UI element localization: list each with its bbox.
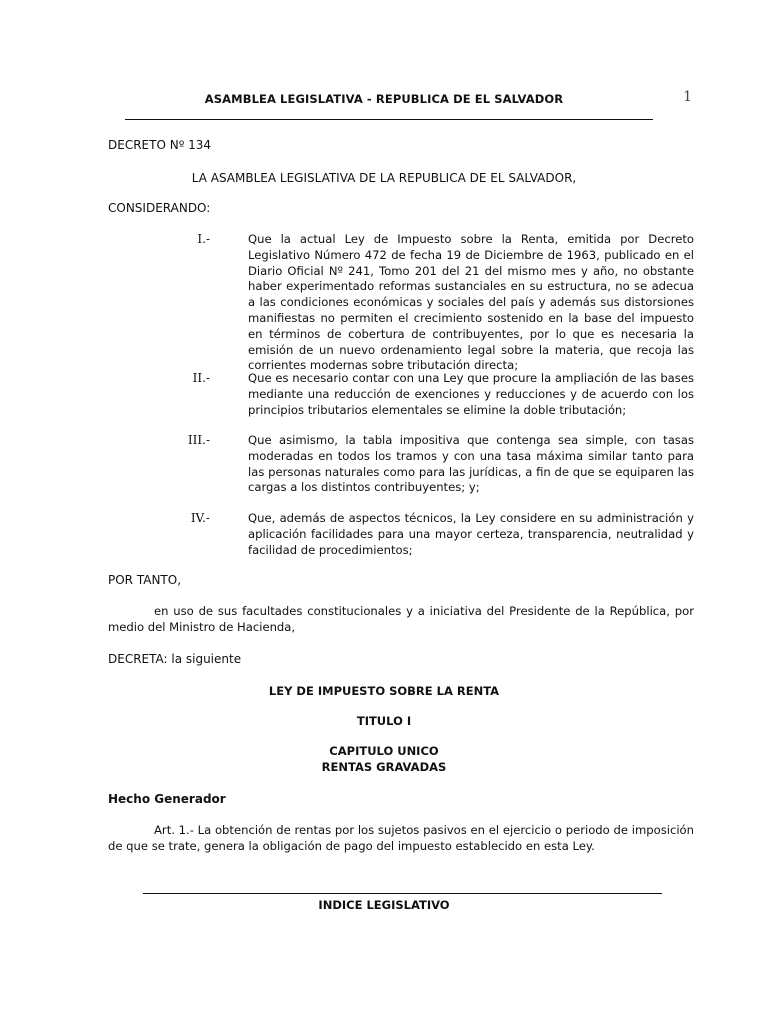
decrees-line: DECRETA: la siguiente	[108, 652, 242, 666]
consideration-paragraph: Que la actual Ley de Impuesto sobre la Renta, emitida por Decreto Legislativo Número 472 de fecha 19 de Diciembre de 1963, publicado en el Diario Oficial Nº 241, Tomo 201 del 21 del mismo mes y año, no obstante haber experimentado reformas sustanciales en su estructura, no se adecua a las condiciones económicas y sociales del país y además sus distorsiones manifiestas no permiten el crecimiento sostenido en la base del impuesto en términos de cobertura de contribuyentes, por lo que es necesaria la emisión de un nuevo ordenamiento legal sobre la materia, que recoja las corrientes modernas sobre tributación directa;	[248, 232, 694, 373]
consideration-numeral: III.-	[187, 433, 210, 447]
consideration-numeral: IV.-	[190, 511, 210, 525]
title-heading: TITULO I	[356, 714, 412, 728]
footer-divider	[143, 893, 662, 894]
consideration-numeral: I.-	[197, 232, 210, 246]
document-header-title: ASAMBLEA LEGISLATIVA - REPUBLICA DE EL SALVADOR	[204, 92, 564, 106]
header-divider	[125, 119, 653, 120]
consideration-paragraph: Que, además de aspectos técnicos, la Ley considere en su administración y aplicación facilidades para una mayor certeza, transparencia, neutralidad y facilidad de procedimientos;	[248, 511, 694, 557]
article-1: Art. 1.- La obtención de rentas por los sujetos pasivos en el ejercicio o periodo de imposición de que se trate, genera la obligación de pago del impuesto establecido en esta Ley.	[108, 823, 694, 853]
page-number: 1	[683, 89, 692, 105]
assembly-line: LA ASAMBLEA LEGISLATIVA DE LA REPUBLICA DE EL SALVADOR,	[191, 171, 577, 185]
consideration-paragraph: Que asimismo, la tabla impositiva que contenga sea simple, con tasas moderadas en todos los tramos y con una tasa máxima similar tanto para las personas naturales como para las jurídicas, a fin de que se equiparen las cargas a los distintos contribuyentes; y;	[248, 433, 694, 495]
decree-number: DECRETO Nº 134	[108, 138, 212, 152]
consideration-text	[248, 371, 694, 418]
chapter-heading: CAPITULO UNICO	[329, 744, 439, 758]
consideration-paragraph: Que es necesario contar con una Ley que procure la ampliación de las bases mediante una reducción de exenciones y reducciones y de acuerdo con los principios tributarios elementales se elimine la doble tributación;	[248, 371, 694, 417]
section-heading: Hecho Generador	[108, 792, 226, 806]
therefore-label: POR TANTO,	[108, 573, 182, 587]
chapter-subheading: RENTAS GRAVADAS	[321, 760, 447, 774]
footer-label: INDICE LEGISLATIVO	[318, 898, 450, 912]
consideration-text	[248, 511, 694, 558]
consideration-numeral: II.-	[192, 371, 210, 385]
therefore-paragraph: en uso de sus facultades constitucionales y a iniciativa del Presidente de la República, por medio del Ministro de Hacienda,	[108, 604, 694, 634]
consideration-text	[248, 433, 694, 496]
considering-label: CONSIDERANDO:	[108, 201, 211, 215]
consideration-text	[248, 232, 694, 374]
law-title: LEY DE IMPUESTO SOBRE LA RENTA	[268, 684, 500, 698]
